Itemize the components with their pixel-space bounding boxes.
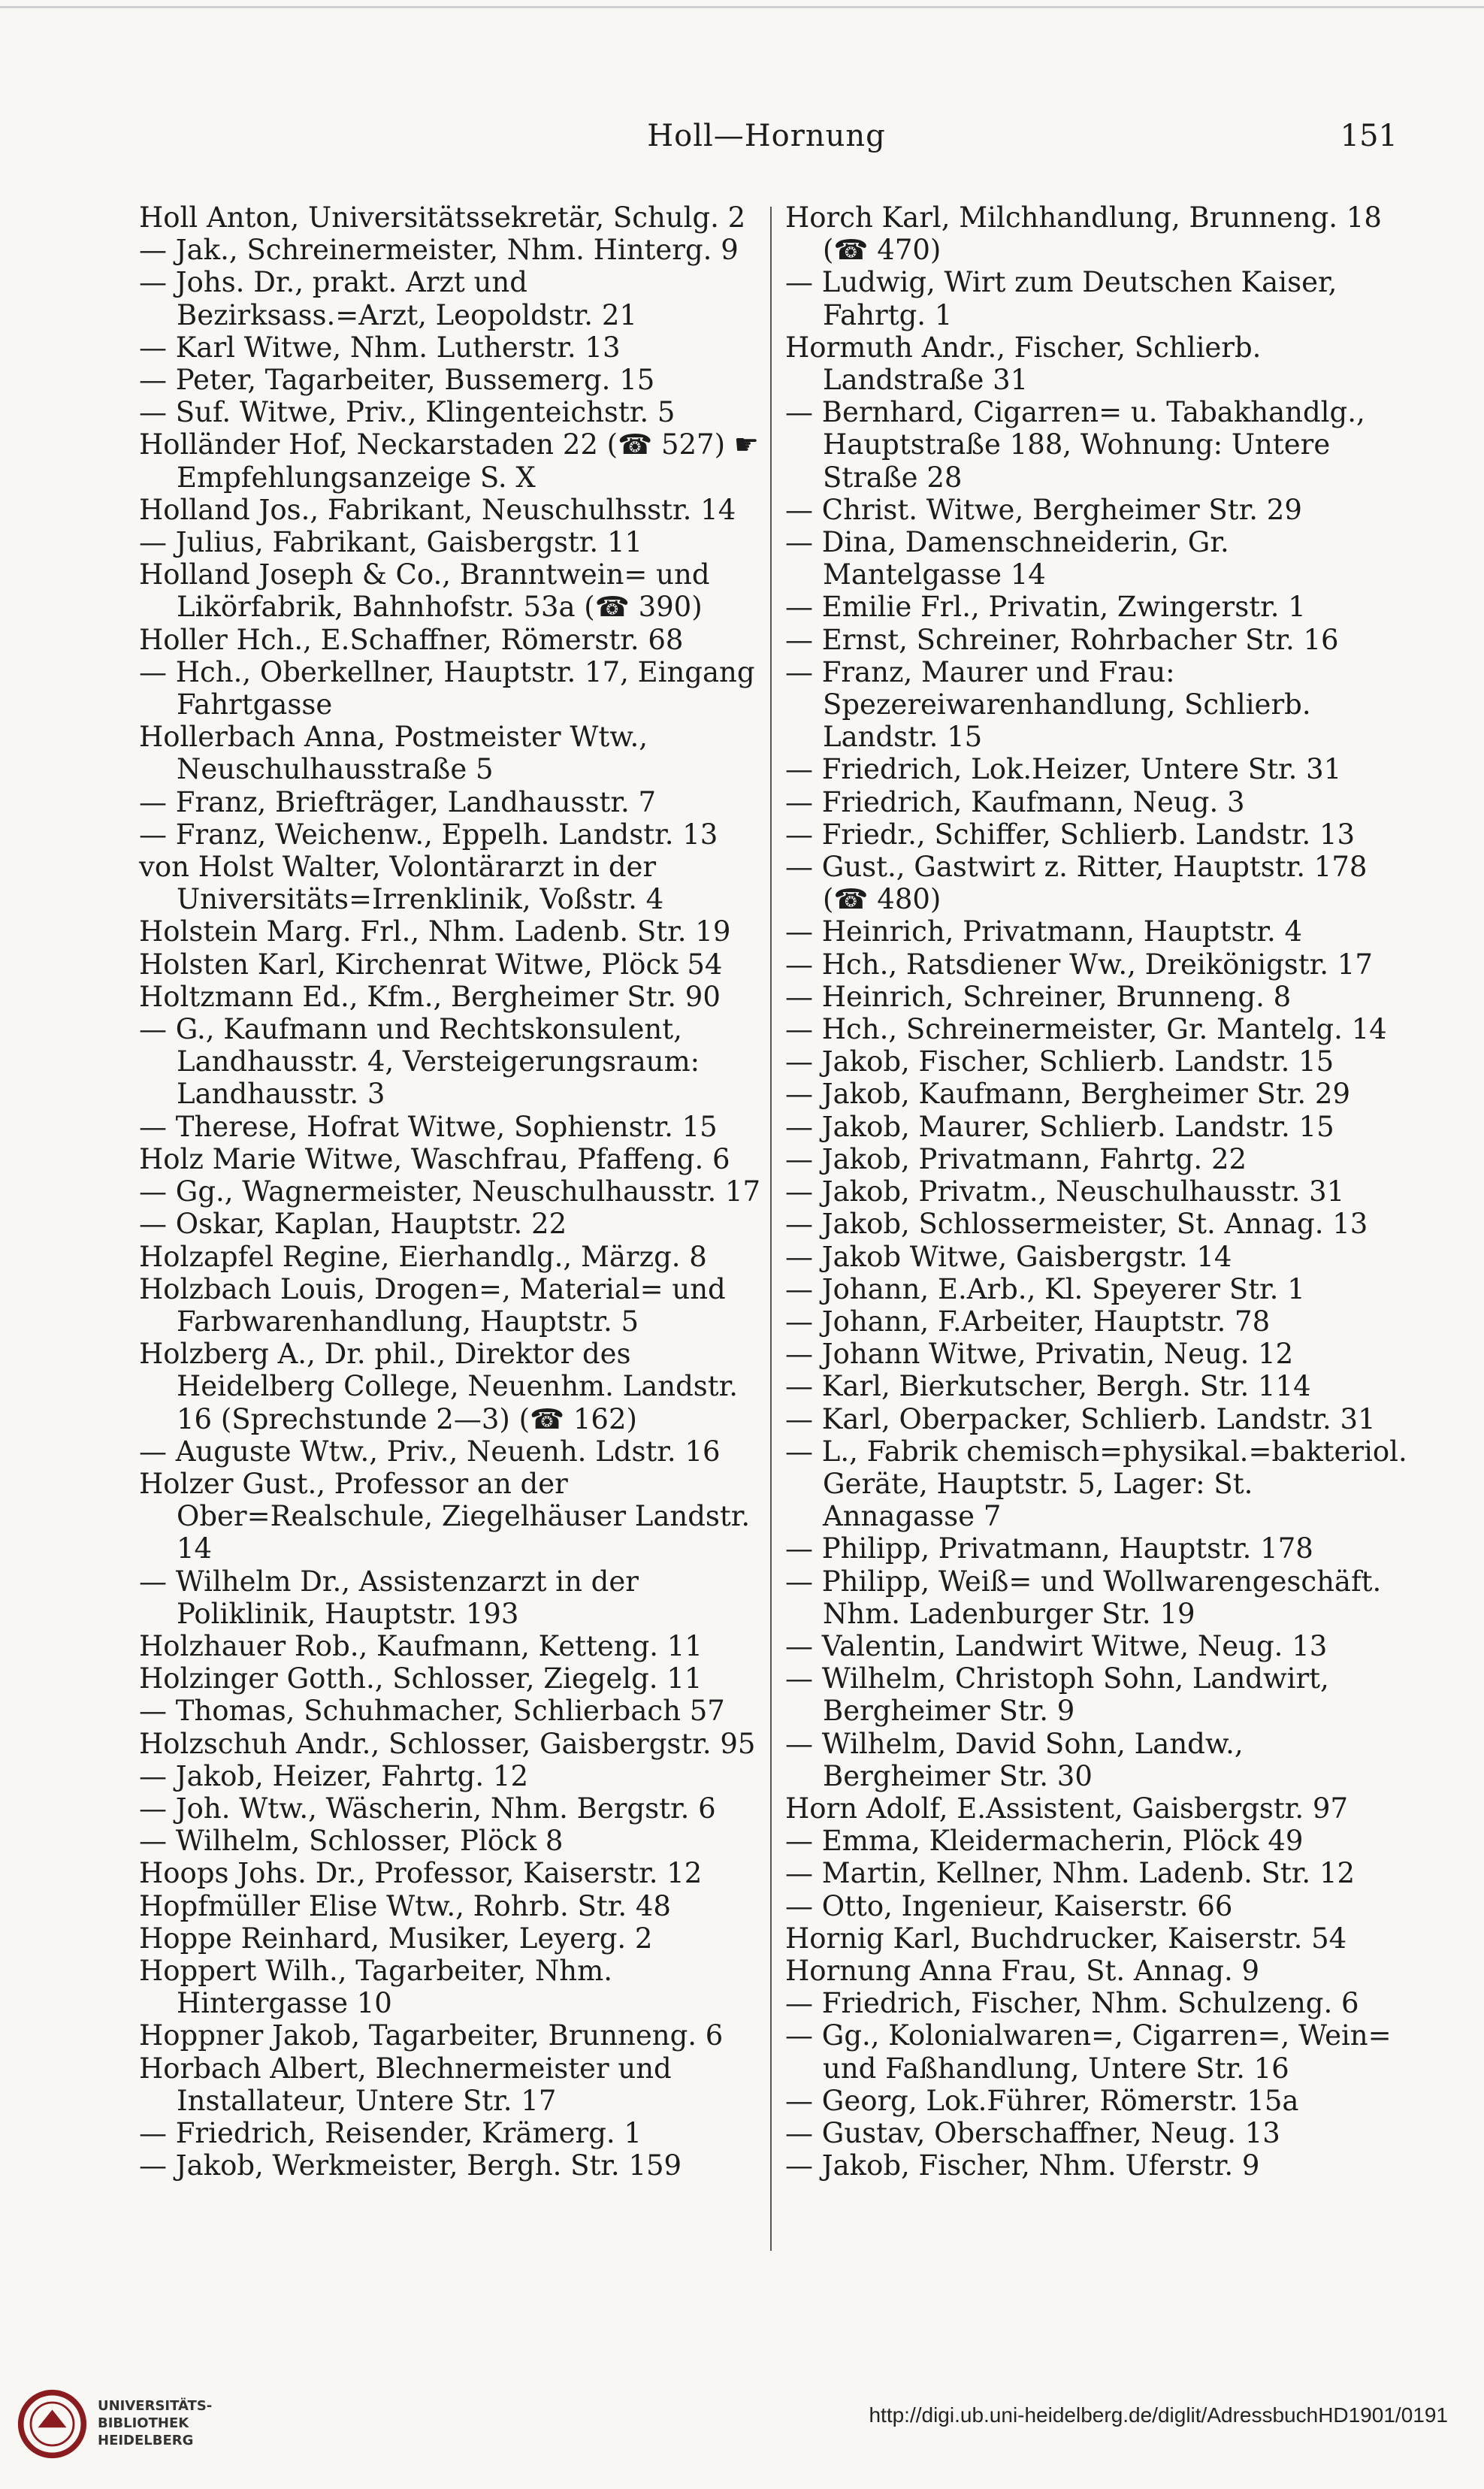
directory-entry: Hopfmüller Elise Wtw., Rohrb. Str. 48 — [139, 1889, 671, 1922]
directory-entry: — Emilie Frl., Privatin, Zwingerstr. 1 — [785, 591, 1306, 624]
directory-entry: — Auguste Wtw., Priv., Neuenh. Ldstr. 16 — [139, 1435, 721, 1468]
directory-entry: — Hch., Ratsdiener Ww., Dreikönigstr. 17 — [785, 948, 1373, 981]
directory-entry: — Christ. Witwe, Bergheimer Str. 29 — [785, 493, 1302, 526]
directory-entry: Holstein Marg. Frl., Nhm. Ladenb. Str. 19 — [139, 915, 731, 948]
directory-entry: — Ernst, Schreiner, Rohrbacher Str. 16 — [785, 623, 1339, 656]
directory-entry: Holzapfel Regine, Eierhandlg., Märzg. 8 — [139, 1240, 707, 1273]
directory-entry: — Ludwig, Wirt zum Deutschen Kaiser, Fahrtg. 1 — [785, 266, 1337, 331]
directory-entry: — Wilhelm Dr., Assistenzarzt in der Poliklinik, Hauptstr. 193 — [139, 1565, 639, 1630]
directory-entry: — Dina, Damenschneiderin, Gr. Mantelgasse 14 — [785, 526, 1229, 591]
directory-entry: — Hch., Schreinermeister, Gr. Mantelg. 14 — [785, 1013, 1387, 1046]
directory-entry: Holzhauer Rob., Kaufmann, Ketteng. 11 — [139, 1629, 703, 1662]
directory-entry: Horch Karl, Milchhandlung, Brunneng. 18 (☎ 470) — [785, 201, 1382, 267]
library-line: BIBLIOTHEK — [98, 2415, 189, 2431]
directory-entry: — Friedrich, Fischer, Nhm. Schulzeng. 6 — [785, 1987, 1359, 2020]
directory-entry: — Jakob, Fischer, Nhm. Uferstr. 9 — [785, 2149, 1260, 2182]
left-column — [139, 201, 763, 2246]
directory-entry: — Karl, Bierkutscher, Bergh. Str. 114 — [785, 1370, 1311, 1403]
directory-entry: — Jakob, Kaufmann, Bergheimer Str. 29 — [785, 1078, 1350, 1111]
directory-entry: Hollerbach Anna, Postmeister Wtw., Neuschulhausstraße 5 — [139, 721, 648, 786]
directory-entry: Holzinger Gotth., Schlosser, Ziegelg. 11 — [139, 1662, 703, 1695]
source-url[interactable]: http://digi.ub.uni-heidelberg.de/diglit/AdressbuchHD1901/0191 — [869, 2403, 1448, 2427]
directory-entry: — Jakob, Heizer, Fahrtg. 12 — [139, 1759, 528, 1792]
directory-entry: Hoppner Jakob, Tagarbeiter, Brunneng. 6 — [139, 2019, 724, 2052]
page-header — [135, 119, 1398, 164]
directory-entry: Holzschuh Andr., Schlosser, Gaisbergstr. 95 — [139, 1727, 756, 1760]
directory-entry: — Jakob Witwe, Gaisbergstr. 14 — [785, 1240, 1232, 1273]
library-line: HEIDELBERG — [98, 2433, 194, 2448]
directory-entry: — Otto, Ingenieur, Kaiserstr. 66 — [785, 1889, 1233, 1922]
directory-entry: — Wilhelm, Christoph Sohn, Landwirt, Bergheimer Str. 9 — [785, 1662, 1329, 1728]
directory-entry: — Oskar, Kaplan, Hauptstr. 22 — [139, 1208, 567, 1241]
directory-entry: — Friedrich, Lok.Heizer, Untere Str. 31 — [785, 753, 1342, 786]
directory-entry: — Karl Witwe, Nhm. Lutherstr. 13 — [139, 331, 621, 364]
directory-entry: Horbach Albert, Blechnermeister und Installateur, Untere Str. 17 — [139, 2052, 672, 2117]
directory-entry: — Franz, Maurer und Frau: Spezereiwarenhandlung, Schlierb. Landstr. 15 — [785, 655, 1311, 754]
scan-edge-line — [0, 6, 1484, 8]
directory-entry: Hornung Anna Frau, St. Annag. 9 — [785, 1954, 1260, 1987]
directory-entry: Holz Marie Witwe, Waschfrau, Pfaffeng. 6 — [139, 1142, 730, 1175]
running-head: Holl—Hornung — [647, 119, 886, 153]
right-column — [785, 201, 1409, 2246]
directory-entry: — G., Kaufmann und Rechtskonsulent, Landhausstr. 4, Versteigerungsraum: Landhausstr. 3 — [139, 1013, 700, 1111]
page-number: 151 — [1340, 119, 1398, 153]
directory-entry: Holtzmann Ed., Kfm., Bergheimer Str. 90 — [139, 980, 721, 1013]
directory-entry: Holzberg A., Dr. phil., Direktor des Heidelberg College, Neuenhm. Landstr. 16 (Sprechstunde 2—3) (☎ 162) — [139, 1338, 739, 1435]
directory-entry: — Hch., Oberkellner, Hauptstr. 17, Eingang Fahrtgasse — [139, 655, 755, 721]
library-line: UNIVERSITÄTS- — [98, 2398, 213, 2414]
directory-entry: Holler Hch., E.Schaffner, Römerstr. 68 — [139, 623, 684, 656]
directory-entry: — Johann Witwe, Privatin, Neug. 12 — [785, 1338, 1294, 1371]
directory-entry: Holzer Gust., Professor an der Ober=Realschule, Ziegelhäuser Landstr. 14 — [139, 1467, 751, 1565]
directory-entry: Hoppe Reinhard, Musiker, Leyerg. 2 — [139, 1922, 653, 1955]
directory-entry: — Bernhard, Cigarren= u. Tabakhandlg., Hauptstraße 188, Wohnung: Untere Straße 28 — [785, 396, 1365, 494]
directory-entry: — Wilhelm, David Sohn, Landw., Bergheimer Str. 30 — [785, 1727, 1244, 1792]
directory-entry: — Jakob, Privatmann, Fahrtg. 22 — [785, 1142, 1247, 1175]
directory-entry: — Gustav, Oberschaffner, Neug. 13 — [785, 2116, 1280, 2149]
directory-entry: Horn Adolf, E.Assistent, Gaisbergstr. 97 — [785, 1792, 1348, 1825]
directory-entry: — Wilhelm, Schlosser, Plöck 8 — [139, 1825, 564, 1858]
directory-entry: — Thomas, Schuhmacher, Schlierbach 57 — [139, 1695, 725, 1728]
directory-entry: — Jakob, Schlossermeister, St. Annag. 13 — [785, 1208, 1368, 1241]
directory-entry: — Heinrich, Schreiner, Brunneng. 8 — [785, 980, 1292, 1013]
directory-entry: — Friedrich, Kaufmann, Neug. 3 — [785, 785, 1245, 818]
directory-entry: — Therese, Hofrat Witwe, Sophienstr. 15 — [139, 1110, 718, 1143]
directory-entry: Holzbach Louis, Drogen=, Material= und Farbwarenhandlung, Hauptstr. 5 — [139, 1272, 726, 1338]
directory-entry: — Philipp, Privatmann, Hauptstr. 178 — [785, 1532, 1313, 1565]
directory-entry: — Georg, Lok.Führer, Römerstr. 15a — [785, 2084, 1299, 2117]
directory-entry: Holsten Karl, Kirchenrat Witwe, Plöck 54 — [139, 948, 723, 981]
directory-entry: — L., Fabrik chemisch=physikal.=bakteriol. Geräte, Hauptstr. 5, Lager: St. Annagasse 7 — [785, 1435, 1407, 1533]
directory-entry: — Martin, Kellner, Nhm. Ladenb. Str. 12 — [785, 1857, 1356, 1890]
directory-entry: von Holst Walter, Volontärarzt in der Universitäts=Irrenklinik, Voßstr. 4 — [139, 851, 664, 916]
directory-entry: — Johann, F.Arbeiter, Hauptstr. 78 — [785, 1305, 1271, 1338]
directory-entry: — Franz, Weichenw., Eppelh. Landstr. 13 — [139, 818, 718, 851]
column-divider — [770, 207, 772, 2251]
directory-entry: — Jakob, Privatm., Neuschulhausstr. 31 — [785, 1175, 1345, 1208]
directory-entry: — Suf. Witwe, Priv., Klingenteichstr. 5 — [139, 396, 676, 429]
directory-entry: — Karl, Oberpacker, Schlierb. Landstr. 31 — [785, 1402, 1376, 1435]
directory-entry: — Heinrich, Privatmann, Hauptstr. 4 — [785, 915, 1303, 948]
directory-entry: — Franz, Briefträger, Landhausstr. 7 — [139, 785, 657, 818]
directory-entry: Hoppert Wilh., Tagarbeiter, Nhm. Hintergasse 10 — [139, 1954, 612, 2020]
directory-entry: — Jakob, Maurer, Schlierb. Landstr. 15 — [785, 1110, 1334, 1143]
directory-entry: — Gust., Gastwirt z. Ritter, Hauptstr. 178 (☎ 480) — [785, 851, 1368, 916]
directory-entry: — Jakob, Fischer, Schlierb. Landstr. 15 — [785, 1045, 1334, 1078]
directory-entry: — Philipp, Weiß= und Wollwarengeschäft. Nhm. Ladenburger Str. 19 — [785, 1565, 1382, 1630]
directory-entry: — Joh. Wtw., Wäscherin, Nhm. Bergstr. 6 — [139, 1792, 716, 1825]
directory-entry: — Valentin, Landwirt Witwe, Neug. 13 — [785, 1629, 1328, 1662]
directory-entry: — Jakob, Werkmeister, Bergh. Str. 159 — [139, 2149, 682, 2182]
footer — [0, 2375, 1484, 2489]
directory-entry: — Gg., Kolonialwaren=, Cigarren=, Wein= und Faßhandlung, Untere Str. 16 — [785, 2019, 1392, 2085]
directory-entry: Hoops Johs. Dr., Professor, Kaiserstr. 12 — [139, 1857, 703, 1890]
directory-entry: — Emma, Kleidermacherin, Plöck 49 — [785, 1825, 1304, 1858]
directory-entry: Hormuth Andr., Fischer, Schlierb. Landstraße 31 — [785, 331, 1262, 397]
directory-entry: — Gg., Wagnermeister, Neuschulhausstr. 17 — [139, 1175, 761, 1208]
directory-entry: Holland Joseph & Co., Branntwein= und Likörfabrik, Bahnhofstr. 53a (☎ 390) — [139, 558, 710, 624]
university-seal-icon — [17, 2388, 88, 2460]
directory-entry: Hornig Karl, Buchdrucker, Kaiserstr. 54 — [785, 1922, 1347, 1955]
directory-entry: — Friedr., Schiffer, Schlierb. Landstr. 13 — [785, 818, 1356, 851]
directory-entry: Holl Anton, Universitätssekretär, Schulg. 2 — [139, 201, 746, 234]
directory-entry: — Peter, Tagarbeiter, Bussemerg. 15 — [139, 364, 655, 397]
directory-entry: — Johs. Dr., prakt. Arzt und Bezirksass.=Arzt, Leopoldstr. 21 — [139, 266, 637, 331]
directory-entry: Holländer Hof, Neckarstaden 22 (☎ 527) ☛ Empfehlungsanzeige S. X — [139, 428, 759, 494]
directory-entry: — Jak., Schreinermeister, Nhm. Hinterg. 9 — [139, 234, 739, 267]
directory-entry: — Friedrich, Reisender, Krämerg. 1 — [139, 2116, 642, 2149]
library-name — [98, 2397, 212, 2449]
directory-entry: Holland Jos., Fabrikant, Neuschulhsstr. 14 — [139, 493, 736, 526]
directory-entry: — Johann, E.Arb., Kl. Speyerer Str. 1 — [785, 1272, 1305, 1305]
directory-entry: — Julius, Fabrikant, Gaisbergstr. 11 — [139, 526, 643, 559]
